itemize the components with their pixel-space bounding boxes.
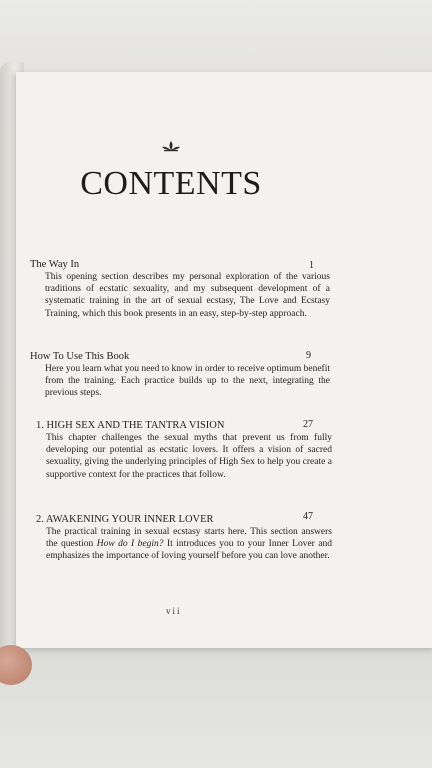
toc-entry-title: The Way In bbox=[30, 259, 80, 270]
description-text: It introduces you to your Inner Lover and emphasizes the importance of loving yourself before you can love another. bbox=[46, 539, 332, 562]
toc-entry-description bbox=[46, 526, 332, 563]
toc-entry-title: 1. HIGH SEX AND THE TANTRA VISION bbox=[36, 420, 225, 431]
toc-entry-title: How To Use This Book bbox=[30, 351, 130, 362]
description-italic-text: How do I begin? bbox=[96, 539, 164, 550]
page-heading: CONTENTS bbox=[80, 165, 262, 202]
toc-entry-title: 2. AWAKENING YOUR INNER LOVER bbox=[36, 514, 214, 525]
toc-entry-how-to-use bbox=[30, 350, 330, 400]
lotus-ornament-icon bbox=[160, 140, 182, 152]
toc-entry-chapter-1 bbox=[36, 419, 332, 481]
description-text: The practical training in sexual ecstasy starts here. This section answers the question bbox=[46, 527, 332, 550]
page-folio: vii bbox=[166, 606, 182, 616]
toc-page-number: 9 bbox=[306, 350, 311, 361]
toc-page-number: 27 bbox=[303, 419, 313, 430]
toc-entry-description: Here you learn what you need to know in order to receive optimum benefit from the training. Each practice builds up to the next, integrating the previous steps. bbox=[45, 364, 330, 399]
toc-entry-description: This opening section describes my personal exploration of the various traditions of ecstatic sexuality, and my subsequent development of a systematic training in the art of sexual ecstasy, The Love and Ecstasy Training, which this book presents in an easy, step-by-step approach. bbox=[45, 272, 330, 319]
toc-page-number: 1 bbox=[309, 260, 314, 271]
toc-entry-way-in bbox=[30, 258, 330, 320]
toc-entry-description: This chapter challenges the sexual myths that prevent us from fully developing our potential as ecstatic lovers. It offers a vision of sacred sexuality, giving the underlying principles of High Sex to help you create a supportive context for the practices that follow. bbox=[46, 433, 332, 480]
background-top bbox=[0, 0, 432, 80]
toc-entry-chapter-2 bbox=[36, 513, 332, 563]
toc-page-number: 47 bbox=[303, 511, 313, 522]
background-bottom bbox=[0, 645, 432, 768]
